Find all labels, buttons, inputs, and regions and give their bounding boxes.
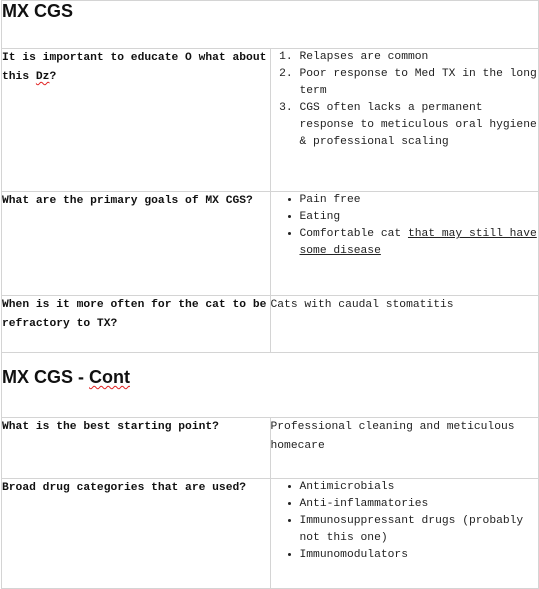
underlined-text: that may still have some disease	[299, 228, 537, 257]
numbered-list	[271, 49, 539, 151]
table-row	[2, 479, 539, 589]
section-title	[2, 1, 539, 49]
bullet-list	[271, 192, 539, 260]
section-title-text: MX CGS -	[2, 367, 90, 387]
table-row	[2, 296, 539, 353]
question-text: Broad drug categories that are used?	[2, 482, 247, 494]
question-cell	[2, 192, 271, 296]
list-item: 2. Poor response to Med TX in the long term	[300, 66, 539, 100]
question-text: When is it more often for the cat to be refractory to TX?	[2, 299, 267, 330]
list-item: 3. CGS often lacks a permanent response to meticulous oral hygiene & professional scaling	[300, 100, 539, 151]
notes-table	[1, 0, 539, 589]
answer-text: Professional cleaning and meticulous homecare	[270, 421, 515, 452]
list-item: • Pain free	[300, 192, 539, 209]
list-item: 1. Relapses are common	[300, 49, 539, 66]
table-row	[2, 418, 539, 479]
answer-text: Cats with caudal stomatitis	[270, 299, 454, 311]
answer-cell	[270, 192, 539, 296]
table-row	[2, 192, 539, 296]
question-text-end: ?	[49, 71, 57, 83]
answer-cell	[270, 479, 539, 589]
bullet-list	[271, 479, 539, 564]
list-item: • Antimicrobials	[300, 479, 539, 496]
section-title-text: MX CGS	[2, 1, 74, 21]
question-text: What is the best starting point?	[2, 421, 219, 433]
list-item	[300, 226, 539, 260]
list-item: • Immunomodulators	[300, 547, 539, 564]
question-cell	[2, 418, 271, 479]
question-cell	[2, 296, 271, 353]
question-cell	[2, 49, 271, 192]
spellcheck-flagged-word: Cont	[89, 367, 130, 387]
answer-cell	[270, 296, 539, 353]
list-item-text: Comfortable cat	[299, 228, 408, 240]
question-cell	[2, 479, 271, 589]
list-item: • Immunosuppressant drugs (probably not this one)	[300, 513, 539, 547]
section-title	[2, 353, 539, 418]
section-header-row	[2, 353, 539, 418]
list-item: • Anti-inflammatories	[300, 496, 539, 513]
answer-cell	[270, 418, 539, 479]
section-header-row	[2, 1, 539, 49]
question-text: It is important to educate O what about this	[2, 52, 267, 83]
table-row	[2, 49, 539, 192]
answer-cell	[270, 49, 539, 192]
question-text: What are the primary goals of MX CGS?	[2, 195, 253, 207]
list-item: • Eating	[300, 209, 539, 226]
spellcheck-flagged-word: Dz	[35, 71, 50, 83]
